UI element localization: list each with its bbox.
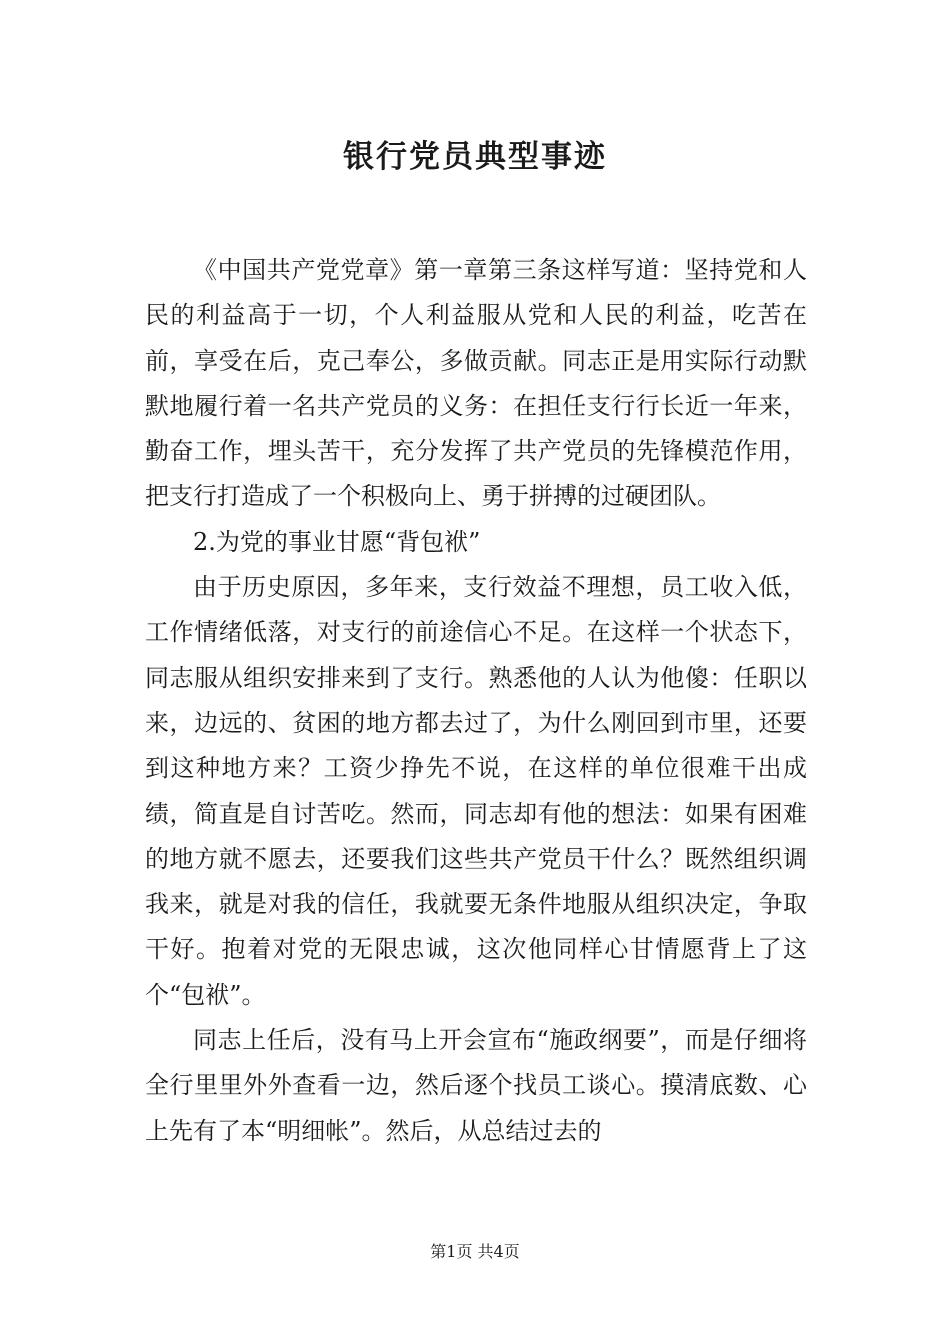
paragraph-intro: 《中国共产党党章》第一章第三条这样写道：坚持党和人民的利益高于一切，个人利益服从党和人民的利益，吃苦在前，享受在后，克己奉公，多做贡献。同志正是用实际行动默默地履行着一名共产党员的义务：在担任支行行长近一年来，勤奋工作，埋头苦干，充分发挥了共产党员的先锋模范作用，把支行打造成了一个积极向上、勇于拼搏的过硬团队。 xyxy=(145,256,807,511)
paragraph-actions: 同志上任后，没有马上开会宣布“施政纲要”，而是仔细将全行里里外外查看一边，然后逐个找员工谈心。摸清底数、心上先有了本“明细帐”。然后，从总结过去的 xyxy=(145,1026,807,1145)
document-title: 银行党员典型事迹 xyxy=(343,139,607,175)
section-heading: 2.为党的事业甘愿“背包袱” xyxy=(193,527,481,556)
paragraph-background: 由于历史原因，多年来，支行效益不理想，员工收入低，工作情绪低落，对支行的前途信心不足。在这样一个状态下，同志服从组织安排来到了支行。熟悉他的人认为他傻：任职以来，边远的、贫困的地方都去过了，为什么刚回到市里，还要到这种地方来？工资少挣先不说，在这样的单位很难干出成绩，简直是自讨苦吃。然而，同志却有他的想法：如果有困难的地方就不愿去，还要我们这些共产党员干什么？既然组织调我来，就是对我的信任，我就要无条件地服从组织决定，争取干好。抱着对党的无限忠诚，这次他同样心甘情愿背上了这个“包袱”。 xyxy=(145,573,807,1009)
page-number: 第1页 共4页 xyxy=(430,1242,520,1261)
document-body xyxy=(145,248,807,1154)
